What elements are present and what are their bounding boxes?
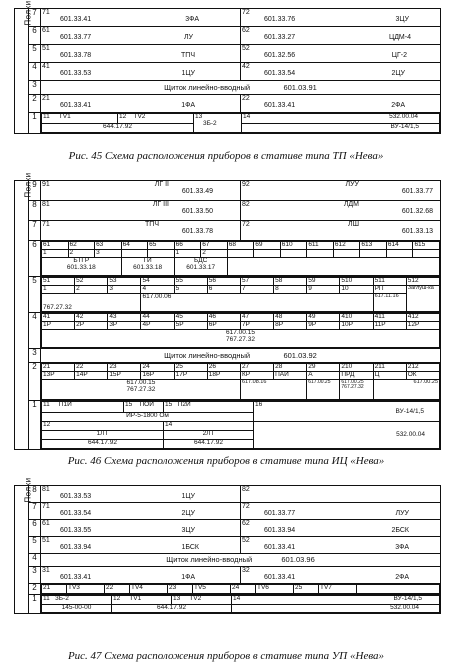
device-cell: 52 601.32.56 ЦГ-2 xyxy=(241,45,441,63)
shelf-number: 5 xyxy=(29,45,41,63)
device-cell: 91 ЛГ II 601.33.49 xyxy=(41,181,241,201)
shelf-number: 3 xyxy=(29,567,41,584)
shelf-number: 8 xyxy=(29,201,41,221)
device-cell: 72 ЛШ 601.33.13 xyxy=(241,221,441,241)
device-cell: 31 601.33.41 1ФА xyxy=(41,567,241,584)
line-input-panel: Щиток линейно-вводный 601.03.91 xyxy=(41,81,441,95)
shelf-number: 4 xyxy=(29,554,41,567)
shelves-label: Полки xyxy=(15,9,29,134)
device-cell: 71 ТПЧ 601.33.78 xyxy=(41,221,241,241)
device-cell: 62 601.33.27 ЦДМ-4 xyxy=(241,27,441,45)
shelf-number: 6 xyxy=(29,241,41,277)
device-cell: 52 601.33.41 3ФА xyxy=(241,537,441,554)
shelves-label: Полки xyxy=(15,181,29,450)
shelf-number: 5 xyxy=(29,537,41,554)
device-cell: 92 ЛУУ 601.33.77 xyxy=(241,181,441,201)
shelf-number: 8 xyxy=(29,486,41,503)
line-input-panel: Щиток линейно-вводный 601.03.92 xyxy=(41,349,441,363)
rack-table-tp xyxy=(14,0,441,134)
device-cell: 82 xyxy=(241,486,441,503)
shelf-number: 2 xyxy=(29,95,41,113)
figure-46 xyxy=(0,172,452,450)
device-cell: 72 601.33.76 3ЦУ xyxy=(241,9,441,27)
shelf-number: 2 xyxy=(29,584,41,595)
shelves-label: Полки xyxy=(15,486,29,614)
figure-45 xyxy=(0,0,452,134)
shelf-number: 6 xyxy=(29,27,41,45)
device-cell: 21 601.33.41 1ФА xyxy=(41,95,241,113)
transformer-row-2: 21 TV3 22 TV4 23 TV5 24 TV6 25 TV7 xyxy=(41,584,441,595)
shelf-number: 7 xyxy=(29,9,41,27)
rack-table-up xyxy=(14,477,441,614)
rack-table-ic xyxy=(14,172,441,450)
transformer-row: 11 П1И 15 ПОИ 15 П2И 16 ВУ-14/1,5 ИР-5-1800 Ом 12 14 532.00.04 1ЛТ 2ЛТ 644.17.92 644.17.92 xyxy=(41,401,441,450)
device-cell: 72 601.33.77 ЛУУ xyxy=(241,503,441,520)
device-cell: 51 601.33.94 1БСК xyxy=(41,537,241,554)
device-cell: 71 601.33.41 3ФА xyxy=(41,9,241,27)
figure-47-caption: Рис. 47 Схема расположения приборов в стативе типа УП «Нева» xyxy=(67,650,385,662)
device-cell: 51 601.33.78 ТПЧ xyxy=(41,45,241,63)
shelf-number: 9 xyxy=(29,181,41,201)
device-cell: 81 ЛГ III 601.33.50 xyxy=(41,201,241,221)
shelf-number: 4 xyxy=(29,313,41,349)
line-input-panel: Щиток линейно-вводный 601.03.96 xyxy=(41,554,441,567)
shelf-number: 7 xyxy=(29,221,41,241)
device-cell: 61 601.33.55 3ЦУ xyxy=(41,520,241,537)
shelf-number: 7 xyxy=(29,503,41,520)
shelf-number: 6 xyxy=(29,520,41,537)
shelf-number: 1 xyxy=(29,595,41,614)
relay-row-2: 21 22 23 24 25 26 27 28 29 210 211 212 13Р 14Р 15Р 16Р 17Р 18Р КР ПАИ А ПРД Ц ОК 617.00.15 767.27.32 617.08.16 617.00.25 617.00.25 767.27.32 617.00.25 xyxy=(41,363,441,401)
shelf-number: 1 xyxy=(29,113,41,134)
shelf-number: 5 xyxy=(29,277,41,313)
device-cell: 41 601.33.53 1ЦУ xyxy=(41,63,241,81)
device-cell: 42 601.33.54 2ЦУ xyxy=(241,63,441,81)
figure-47 xyxy=(0,477,452,614)
shelf-number: 2 xyxy=(29,363,41,401)
relay-row-6: 61 62 63 64 65 66 67 68 69 610 611 612 613 614 615 1 2 3 1 2 БТГР 601.33.18 ГИ 601.33.18 БДС 601.33.17 xyxy=(41,241,441,277)
transformer-row: 11 TV1 12 TV2 13 3Б-2 14 532.00.04 644.17.92 ВУ-14/1,5 xyxy=(41,113,441,134)
figure-46-caption: Рис. 46 Схема расположения приборов в стативе типа ИЦ «Нева» xyxy=(67,455,385,467)
relay-row-5: 51 52 53 54 55 56 57 58 59 510 511 512 1 2 3 4 5 6 7 8 9 10 РП Заглуш-ка 767.27.32 617.00.06 617.11.16 xyxy=(41,277,441,313)
device-cell: 81 601.33.53 1ЦУ xyxy=(41,486,241,503)
device-cell: 62 601.33.94 2БСК xyxy=(241,520,441,537)
device-cell: 82 ЛДМ 601.32.68 xyxy=(241,201,441,221)
device-cell: 32 601.33.41 2ФА xyxy=(241,567,441,584)
transformer-row: 11 3Б-2 12 TV1 13 TV2 14 ВУ-14/1,5 145-00-00 644.17.92 532.00.04 xyxy=(41,595,441,614)
shelf-number: 4 xyxy=(29,63,41,81)
shelf-number: 3 xyxy=(29,81,41,95)
shelf-number: 1 xyxy=(29,401,41,450)
figure-45-caption: Рис. 45 Схема расположения приборов в стативе типа ТП «Нева» xyxy=(68,150,384,162)
device-cell: 71 601.33.54 2ЦУ xyxy=(41,503,241,520)
device-cell: 61 601.33.77 ЛУ xyxy=(41,27,241,45)
shelf-number: 3 xyxy=(29,349,41,363)
device-cell: 22 601.33.41 2ФА xyxy=(241,95,441,113)
relay-row-4: 41 42 43 44 45 46 47 48 49 410 411 412 1Р 2Р 3Р 4Р 5Р 6Р 7Р 8Р 9Р 10Р 11Р 12Р 617.00.15 767.27.32 xyxy=(41,313,441,349)
